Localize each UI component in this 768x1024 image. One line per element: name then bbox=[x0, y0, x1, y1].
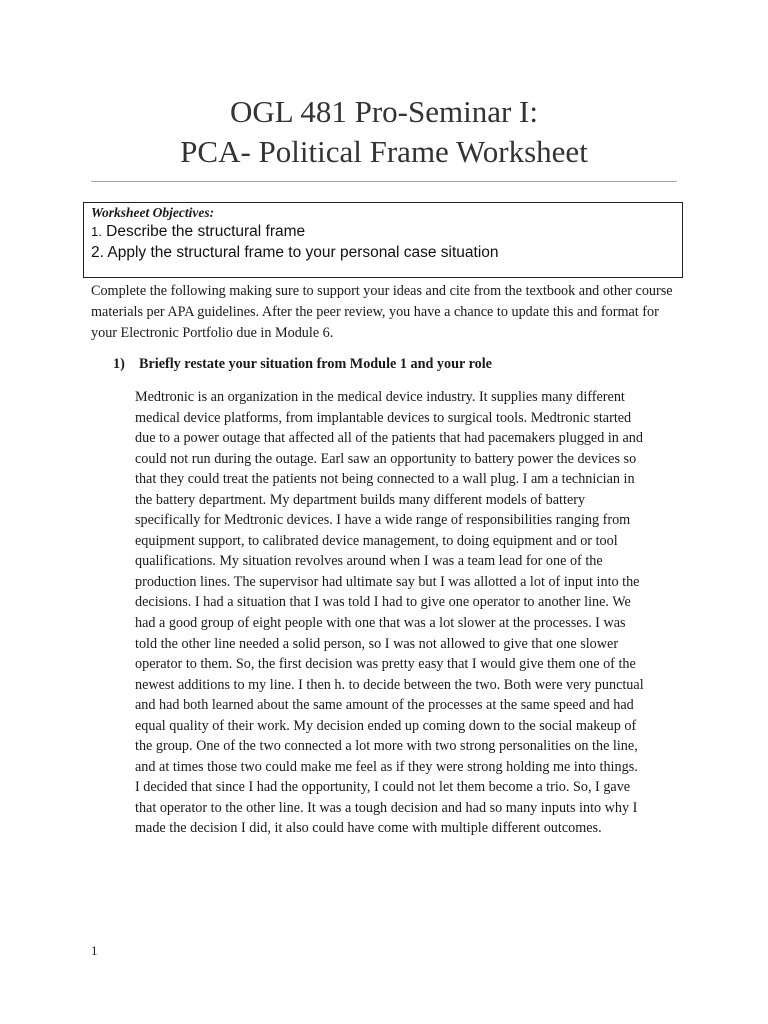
page-title bbox=[0, 92, 768, 172]
question-heading bbox=[113, 354, 673, 374]
question-text: Briefly restate your situation from Module 1 and your role bbox=[139, 356, 492, 372]
objective-number: 1. bbox=[91, 224, 102, 239]
objective-item bbox=[91, 221, 675, 242]
objectives-box bbox=[83, 202, 683, 278]
objective-item bbox=[91, 242, 675, 263]
question-number: 1) bbox=[113, 356, 125, 372]
objectives-heading: Worksheet Objectives: bbox=[91, 205, 215, 220]
page-number: 1 bbox=[91, 943, 98, 958]
title-line-1: OGL 481 Pro-Seminar I: bbox=[230, 94, 538, 129]
instructions-paragraph: Complete the following making sure to support your ideas and cite from the textbook and other course materials per APA guidelines. After the peer review, you have a chance to update this and format for your Electronic Portfolio due in Module 6. bbox=[91, 283, 673, 341]
objective-text: Apply the structural frame to your personal case situation bbox=[107, 244, 499, 261]
title-line-2: PCA- Political Frame Worksheet bbox=[180, 134, 588, 169]
answer-paragraph: Medtronic is an organization in the medical device industry. It supplies many different medical device platforms, from implantable devices to surgical tools. Medtronic started due to a power outage that affected all of the patients that had pacemakers plugged in and could not run during the outage. Earl saw an opportunity to battery power the devices so that they could treat the patients not being connected to a wall plug. I am a technician in the battery department. My department builds many different models of battery specifically for Medtronic devices. I have a wide range of responsibilities ranging from equipment support, to calibrated device management, to doing equipment and or tool qualifications. My situation revolves around when I was a team lead for one of the production lines. The supervisor had ultimate say but I was allotted a lot of input into the decisions. I had a situation that I was told I had to give one operator to another line. We had a good group of eight people with one that was a lot slower at the processes. I was told the other line needed a solid person, so I was not allowed to give that one slower operator to them. So, the first decision was pretty easy that I would give them one of the newest additions to my line. I then h. to decide between the two. Both were very punctual and had both learned about the same amount of the processes at the same speed and had equal quality of their work. My decision ended up coming down to the social makeup of the group. One of the two connected a lot more with two strong personalities on the line, and at times those two could make me feel as if they were strong holding me into things. I decided that since I had the opportunity, I could not let them become a trio. So, I gave that operator to the other line. It was a tough decision and had so many inputs into why I made the decision I did, it also could have come with multiple different outcomes. bbox=[135, 389, 644, 837]
objective-text: Describe the structural frame bbox=[106, 223, 306, 240]
title-divider bbox=[91, 181, 677, 182]
objective-number: 2. bbox=[91, 244, 104, 261]
